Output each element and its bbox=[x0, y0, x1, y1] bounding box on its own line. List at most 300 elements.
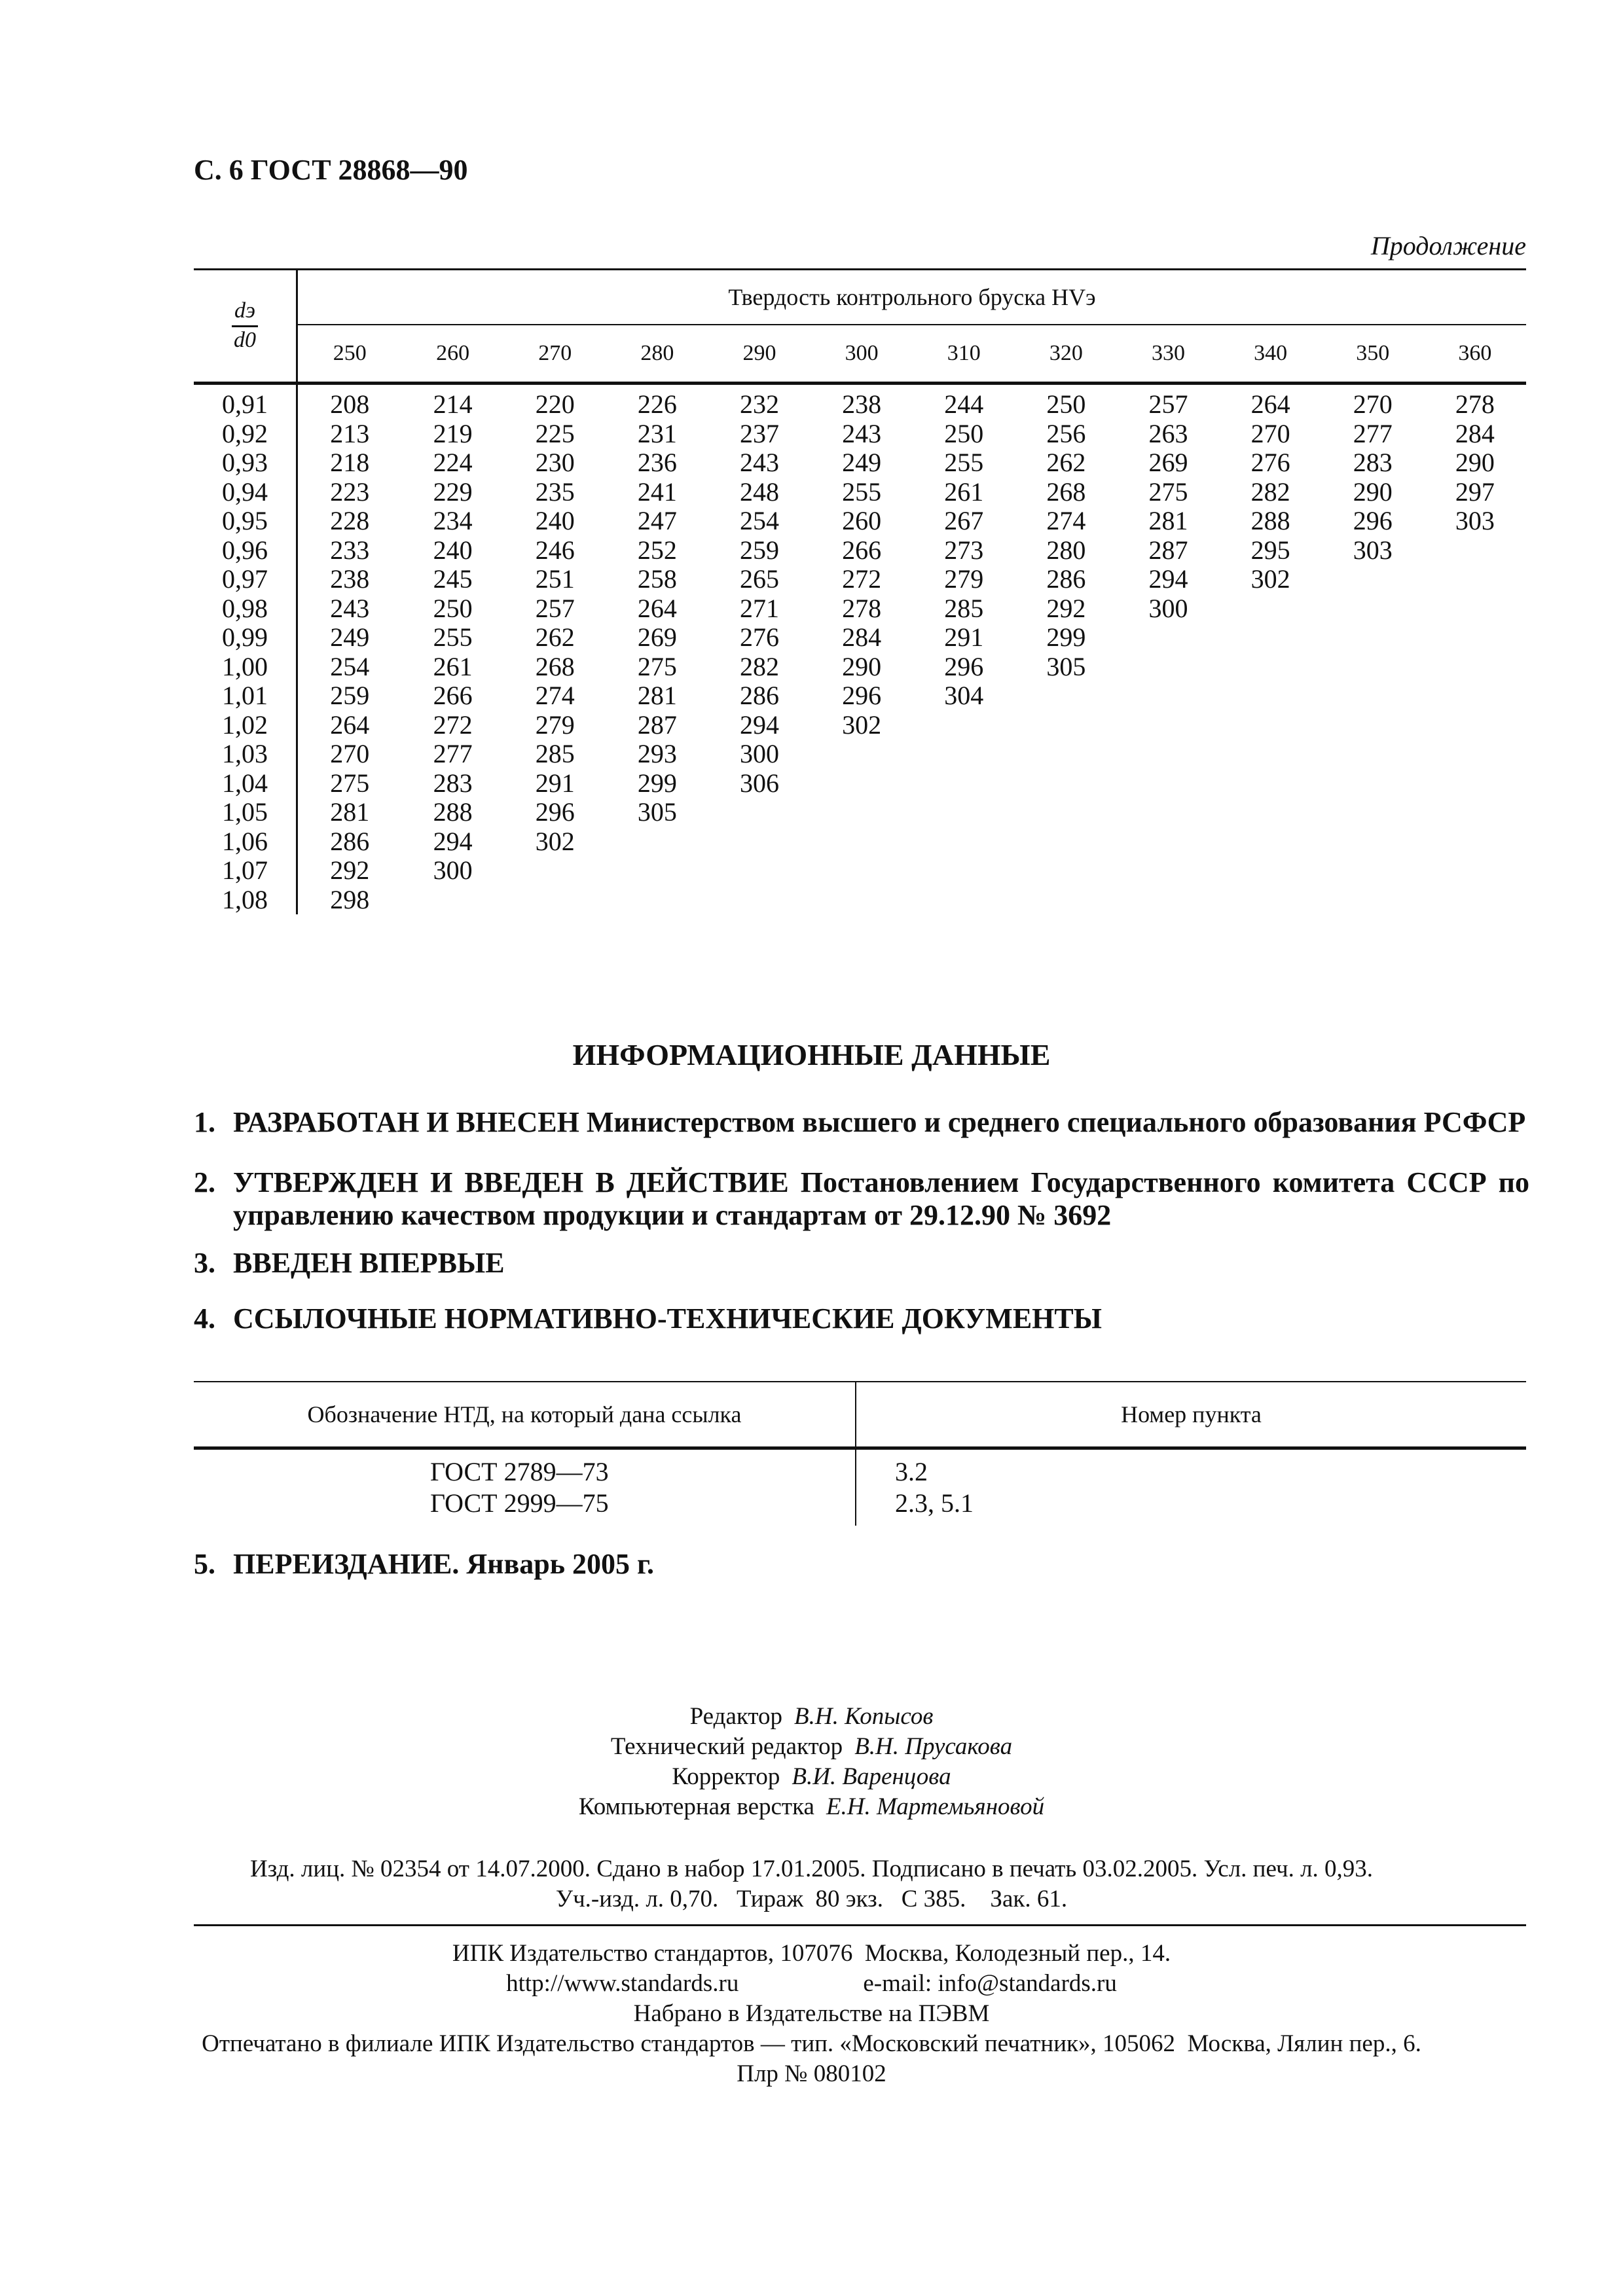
hardness-value: 249 bbox=[330, 622, 370, 652]
publisher-contacts bbox=[0, 1969, 1623, 1999]
hardness-value: 274 bbox=[1046, 506, 1086, 535]
hardness-value: 208 bbox=[330, 389, 370, 419]
hardness-value bbox=[1220, 653, 1322, 682]
info-title: ИНФОРМАЦИОННЫЕ ДАННЫЕ bbox=[572, 1038, 1051, 1071]
ratio-value: 0,95 bbox=[194, 507, 297, 536]
hardness-value bbox=[811, 798, 913, 827]
divider bbox=[194, 1924, 1526, 1926]
credit-line bbox=[0, 1732, 1623, 1762]
hardness-value bbox=[1117, 653, 1219, 682]
info-item-3 bbox=[194, 1247, 1529, 1280]
hardness-value: 214 bbox=[433, 389, 473, 419]
hardness-value bbox=[1322, 827, 1424, 857]
hardness-value bbox=[1322, 740, 1424, 769]
hardness-value: 255 bbox=[944, 448, 984, 477]
publisher-url[interactable]: http://www.standards.ru bbox=[506, 1970, 739, 1997]
hardness-value: 288 bbox=[1250, 506, 1290, 535]
hardness-column-header: 290 bbox=[708, 325, 811, 384]
hardness-value: 298 bbox=[330, 884, 370, 914]
hardness-value: 237 bbox=[739, 418, 779, 448]
hardness-value bbox=[1322, 856, 1424, 886]
hardness-value bbox=[913, 711, 1015, 740]
hardness-column-header: 260 bbox=[402, 325, 504, 384]
hardness-value: 305 bbox=[1046, 651, 1086, 681]
hardness-value: 284 bbox=[842, 622, 882, 652]
hardness-value: 290 bbox=[1455, 448, 1495, 477]
hardness-value: 285 bbox=[535, 739, 575, 768]
info-item-text: ССЫЛОЧНЫЕ НОРМАТИВНО-ТЕХНИЧЕСКИЕ ДОКУМЕНТЫ bbox=[233, 1302, 1102, 1335]
hardness-value: 225 bbox=[535, 418, 575, 448]
hardness-column-header: 330 bbox=[1117, 325, 1219, 384]
hardness-value bbox=[1117, 827, 1219, 857]
ratio-value: 0,93 bbox=[194, 448, 297, 478]
hardness-value: 287 bbox=[1148, 535, 1188, 565]
hardness-value: 281 bbox=[330, 797, 370, 827]
info-item-number: 1. bbox=[194, 1106, 215, 1138]
ratio-header bbox=[194, 270, 297, 384]
reference-point: 2.3, 5.1 bbox=[895, 1488, 974, 1518]
page-header: С. 6 ГОСТ 28868—90 bbox=[194, 154, 468, 186]
hardness-value: 273 bbox=[944, 535, 984, 565]
hardness-column-header: 270 bbox=[504, 325, 606, 384]
credit-name: В.Н. Прусакова bbox=[854, 1733, 1013, 1760]
reference-doc: ГОСТ 2999—75 bbox=[430, 1488, 609, 1518]
publisher-info bbox=[0, 1939, 1623, 2089]
hardness-value bbox=[606, 886, 708, 915]
hardness-value: 300 bbox=[1148, 593, 1188, 623]
hardness-value bbox=[1220, 681, 1322, 711]
hardness-value: 305 bbox=[637, 797, 677, 827]
hardness-value bbox=[606, 827, 708, 857]
hardness-value: 279 bbox=[944, 564, 984, 594]
hardness-value: 295 bbox=[1250, 535, 1290, 565]
hardness-row bbox=[194, 653, 1526, 682]
hardness-value: 263 bbox=[1148, 418, 1188, 448]
hardness-row bbox=[194, 623, 1526, 653]
hardness-value: 280 bbox=[1046, 535, 1086, 565]
hardness-value: 302 bbox=[535, 826, 575, 856]
hardness-value bbox=[1117, 798, 1219, 827]
hardness-value: 264 bbox=[1250, 389, 1290, 419]
ratio-value: 1,06 bbox=[194, 827, 297, 857]
ratio-value: 1,01 bbox=[194, 681, 297, 711]
hardness-value bbox=[708, 856, 811, 886]
hardness-row bbox=[194, 594, 1526, 624]
hardness-value bbox=[913, 740, 1015, 769]
hardness-value: 287 bbox=[637, 709, 677, 740]
hardness-value: 300 bbox=[739, 739, 779, 768]
hardness-value: 291 bbox=[535, 768, 575, 798]
hardness-value: 300 bbox=[433, 855, 473, 885]
hardness-column-header: 250 bbox=[297, 325, 402, 384]
hardness-value: 271 bbox=[739, 593, 779, 623]
hardness-table-body bbox=[194, 384, 1526, 915]
info-item-4 bbox=[194, 1302, 1529, 1335]
hardness-value bbox=[1220, 886, 1322, 915]
hardness-value: 219 bbox=[433, 418, 473, 448]
hardness-value bbox=[1220, 827, 1322, 857]
hardness-value: 259 bbox=[739, 535, 779, 565]
hardness-value bbox=[1015, 769, 1117, 798]
hardness-value: 258 bbox=[637, 564, 677, 594]
credit-role: Технический редактор bbox=[610, 1733, 843, 1760]
info-item-text: ПЕРЕИЗДАНИЕ. Январь 2005 г. bbox=[233, 1548, 655, 1580]
hardness-value bbox=[1322, 798, 1424, 827]
info-item-number: 2. bbox=[194, 1166, 215, 1198]
hardness-value bbox=[811, 856, 913, 886]
hardness-value: 261 bbox=[433, 651, 473, 681]
hardness-value bbox=[1424, 565, 1526, 594]
credit-role: Редактор bbox=[689, 1703, 783, 1730]
hardness-value: 282 bbox=[739, 651, 779, 681]
references-table bbox=[194, 1381, 1526, 1526]
ratio-value: 0,97 bbox=[194, 565, 297, 594]
info-item-text: ВВЕДЕН ВПЕРВЫЕ bbox=[233, 1247, 505, 1279]
hardness-value bbox=[1424, 653, 1526, 682]
hardness-value bbox=[1424, 623, 1526, 653]
hardness-value: 235 bbox=[535, 476, 575, 507]
hardness-value: 238 bbox=[330, 564, 370, 594]
info-item-text: РАЗРАБОТАН И ВНЕСЕН Министерством высшего и среднего специального образования РСФСР bbox=[233, 1106, 1526, 1138]
hardness-value: 281 bbox=[637, 681, 677, 710]
hardness-value: 262 bbox=[535, 622, 575, 652]
hardness-value: 275 bbox=[1148, 476, 1188, 507]
ratio-value: 1,04 bbox=[194, 769, 297, 798]
hardness-value: 241 bbox=[637, 476, 677, 507]
hardness-value: 218 bbox=[330, 448, 370, 477]
hardness-value bbox=[1015, 827, 1117, 857]
references-doc-header: Обозначение НТД, на который дана ссылка bbox=[194, 1382, 856, 1448]
hardness-value bbox=[1220, 711, 1322, 740]
references-point-header: Номер пункта bbox=[856, 1382, 1526, 1448]
credit-line bbox=[0, 1762, 1623, 1792]
ratio-value: 1,07 bbox=[194, 856, 297, 886]
hardness-value bbox=[811, 886, 913, 915]
hardness-value: 266 bbox=[842, 535, 882, 565]
hardness-value bbox=[1424, 769, 1526, 798]
hardness-row bbox=[194, 827, 1526, 857]
hardness-value bbox=[811, 827, 913, 857]
hardness-row bbox=[194, 740, 1526, 769]
hardness-value: 268 bbox=[535, 651, 575, 681]
ratio-value: 1,00 bbox=[194, 653, 297, 682]
hardness-value bbox=[1322, 653, 1424, 682]
info-item-number: 4. bbox=[194, 1302, 215, 1335]
hardness-row bbox=[194, 507, 1526, 536]
credit-name: Е.Н. Мартемьяновой bbox=[826, 1793, 1045, 1820]
hardness-value: 274 bbox=[535, 681, 575, 710]
hardness-value bbox=[1322, 711, 1424, 740]
hardness-value: 254 bbox=[330, 651, 370, 681]
hardness-value: 281 bbox=[1148, 506, 1188, 535]
hardness-row bbox=[194, 420, 1526, 449]
hardness-value: 303 bbox=[1455, 506, 1495, 535]
hardness-value: 269 bbox=[1148, 448, 1188, 477]
hardness-value bbox=[811, 769, 913, 798]
hardness-value: 250 bbox=[944, 418, 984, 448]
hardness-value bbox=[1322, 769, 1424, 798]
ratio-numerator: dэ bbox=[232, 299, 258, 327]
hardness-value: 255 bbox=[433, 622, 473, 652]
hardness-value bbox=[1424, 886, 1526, 915]
hardness-value bbox=[1117, 681, 1219, 711]
hardness-value: 269 bbox=[637, 622, 677, 652]
hardness-value: 229 bbox=[433, 476, 473, 507]
hardness-value: 264 bbox=[330, 709, 370, 740]
continuation-label: Продолжение bbox=[1370, 231, 1526, 260]
ratio-value: 0,98 bbox=[194, 594, 297, 624]
credit-line bbox=[0, 1702, 1623, 1732]
hardness-value bbox=[1117, 856, 1219, 886]
hardness-value: 299 bbox=[637, 768, 677, 798]
ratio-value: 0,99 bbox=[194, 623, 297, 653]
hardness-value bbox=[1220, 798, 1322, 827]
hardness-value: 240 bbox=[433, 535, 473, 565]
hardness-value: 275 bbox=[637, 651, 677, 681]
info-item-text: УТВЕРЖДЕН И ВВЕДЕН В ДЕЙСТВИЕ Постановлением Государственного комитета СССР по управлению качеством продукции и стандартам от 29.12.90 № 3692 bbox=[233, 1166, 1529, 1231]
hardness-value: 246 bbox=[535, 535, 575, 565]
hardness-value: 279 bbox=[535, 709, 575, 740]
references-row bbox=[194, 1448, 1526, 1526]
hardness-value: 231 bbox=[637, 418, 677, 448]
imprint bbox=[0, 1854, 1623, 1914]
info-item-2 bbox=[194, 1166, 1529, 1232]
credit-role: Корректор bbox=[672, 1763, 780, 1790]
hardness-value: 303 bbox=[1353, 535, 1393, 565]
hardness-value: 272 bbox=[433, 709, 473, 740]
hardness-value: 302 bbox=[842, 709, 882, 740]
hardness-value bbox=[913, 769, 1015, 798]
hardness-value: 302 bbox=[1250, 564, 1290, 594]
hardness-value bbox=[1015, 856, 1117, 886]
hardness-column-header: 300 bbox=[811, 325, 913, 384]
hardness-row bbox=[194, 886, 1526, 915]
hardness-value: 286 bbox=[739, 681, 779, 710]
hardness-row bbox=[194, 565, 1526, 594]
hardness-value: 243 bbox=[739, 448, 779, 477]
hardness-value: 261 bbox=[944, 476, 984, 507]
hardness-value: 223 bbox=[330, 476, 370, 507]
hardness-value bbox=[913, 886, 1015, 915]
hardness-value: 255 bbox=[842, 476, 882, 507]
hardness-value: 245 bbox=[433, 564, 473, 594]
hardness-column-header: 280 bbox=[606, 325, 708, 384]
hardness-row bbox=[194, 798, 1526, 827]
hardness-value: 277 bbox=[1353, 418, 1393, 448]
info-item-1 bbox=[194, 1106, 1529, 1139]
ratio-value: 0,91 bbox=[194, 384, 297, 420]
hardness-value: 244 bbox=[944, 389, 984, 419]
hardness-value: 233 bbox=[330, 535, 370, 565]
hardness-value: 256 bbox=[1046, 418, 1086, 448]
hardness-value bbox=[402, 886, 504, 915]
hardness-value: 296 bbox=[535, 797, 575, 827]
hardness-value: 284 bbox=[1455, 418, 1495, 448]
hardness-value: 266 bbox=[433, 681, 473, 710]
hardness-value bbox=[1322, 886, 1424, 915]
hardness-value: 304 bbox=[944, 681, 984, 710]
hardness-value: 254 bbox=[739, 506, 779, 535]
hardness-value: 249 bbox=[842, 448, 882, 477]
hardness-value bbox=[1117, 886, 1219, 915]
hardness-value: 250 bbox=[433, 593, 473, 623]
hardness-value bbox=[1220, 856, 1322, 886]
hardness-value: 247 bbox=[637, 506, 677, 535]
hardness-value: 238 bbox=[842, 389, 882, 419]
hardness-value: 236 bbox=[637, 448, 677, 477]
hardness-value: 248 bbox=[739, 476, 779, 507]
hardness-value: 294 bbox=[433, 826, 473, 856]
hardness-value: 230 bbox=[535, 448, 575, 477]
hardness-value: 290 bbox=[842, 651, 882, 681]
ratio-value: 1,08 bbox=[194, 886, 297, 915]
hardness-value: 282 bbox=[1250, 476, 1290, 507]
hardness-value bbox=[708, 827, 811, 857]
hardness-value: 265 bbox=[739, 564, 779, 594]
hardness-value: 243 bbox=[330, 593, 370, 623]
info-item-5 bbox=[194, 1548, 1529, 1581]
hardness-value: 257 bbox=[1148, 389, 1188, 419]
hardness-value: 294 bbox=[1148, 564, 1188, 594]
hardness-value bbox=[1322, 565, 1424, 594]
reference-point: 3.2 bbox=[895, 1457, 928, 1486]
hardness-row bbox=[194, 536, 1526, 565]
hardness-value bbox=[1117, 740, 1219, 769]
credit-role: Компьютерная верстка bbox=[578, 1793, 814, 1820]
hardness-value bbox=[1322, 681, 1424, 711]
hardness-value: 277 bbox=[433, 739, 473, 768]
publisher-line: Отпечатано в филиале ИПК Издательство стандартов — тип. «Московский печатник», 105062 Москва, Лялин пер., 6. bbox=[202, 2030, 1421, 2057]
hardness-value bbox=[1424, 536, 1526, 565]
hardness-value: 275 bbox=[330, 768, 370, 798]
hardness-value bbox=[1015, 886, 1117, 915]
hardness-value: 257 bbox=[535, 593, 575, 623]
hardness-value: 294 bbox=[739, 709, 779, 740]
hardness-column-header-row bbox=[194, 325, 1526, 384]
hardness-value: 290 bbox=[1353, 476, 1393, 507]
hardness-value bbox=[1117, 711, 1219, 740]
hardness-value: 299 bbox=[1046, 622, 1086, 652]
hardness-value: 224 bbox=[433, 448, 473, 477]
credit-name: В.И. Варенцова bbox=[792, 1763, 951, 1790]
hardness-title: Твердость контрольного бруска HVэ bbox=[297, 270, 1527, 325]
hardness-column-header: 340 bbox=[1220, 325, 1322, 384]
hardness-value bbox=[1117, 769, 1219, 798]
hardness-value: 283 bbox=[1353, 448, 1393, 477]
hardness-value: 296 bbox=[1353, 506, 1393, 535]
hardness-value: 260 bbox=[842, 506, 882, 535]
imprint-line: Уч.-изд. л. 0,70. Тираж 80 экз. С 385. Зак. 61. bbox=[555, 1886, 1068, 1912]
hardness-value: 259 bbox=[330, 681, 370, 710]
ratio-value: 1,02 bbox=[194, 711, 297, 740]
hardness-value bbox=[1220, 594, 1322, 624]
hardness-value: 252 bbox=[637, 535, 677, 565]
hardness-row bbox=[194, 448, 1526, 478]
hardness-value bbox=[1424, 740, 1526, 769]
reference-doc: ГОСТ 2789—73 bbox=[430, 1457, 609, 1486]
hardness-value: 296 bbox=[944, 651, 984, 681]
hardness-value: 276 bbox=[739, 622, 779, 652]
hardness-row bbox=[194, 681, 1526, 711]
ratio-value: 0,94 bbox=[194, 478, 297, 507]
hardness-value bbox=[504, 856, 606, 886]
hardness-value bbox=[913, 856, 1015, 886]
hardness-value: 240 bbox=[535, 506, 575, 535]
hardness-value: 278 bbox=[1455, 389, 1495, 419]
publisher-line: Набрано в Издательстве на ПЭВМ bbox=[633, 2000, 990, 2027]
hardness-value: 262 bbox=[1046, 448, 1086, 477]
publisher-email[interactable]: e-mail: info@standards.ru bbox=[863, 1970, 1117, 1997]
hardness-value: 220 bbox=[535, 389, 575, 419]
ratio-value: 1,05 bbox=[194, 798, 297, 827]
hardness-value bbox=[1015, 711, 1117, 740]
hardness-value bbox=[1322, 623, 1424, 653]
hardness-value: 264 bbox=[637, 593, 677, 623]
ratio-value: 0,92 bbox=[194, 420, 297, 449]
ratio-value: 1,03 bbox=[194, 740, 297, 769]
hardness-value bbox=[811, 740, 913, 769]
hardness-column-header: 320 bbox=[1015, 325, 1117, 384]
imprint-line: Изд. лиц. № 02354 от 14.07.2000. Сдано в набор 17.01.2005. Подписано в печать 03.02.2005. Усл. печ. л. 0,93. bbox=[249, 1856, 1374, 1882]
hardness-row bbox=[194, 711, 1526, 740]
hardness-table bbox=[194, 268, 1526, 914]
hardness-value bbox=[708, 798, 811, 827]
hardness-value: 292 bbox=[1046, 593, 1086, 623]
hardness-value bbox=[504, 886, 606, 915]
hardness-column-header: 350 bbox=[1322, 325, 1424, 384]
hardness-row bbox=[194, 769, 1526, 798]
publisher-line: ИПК Издательство стандартов, 107076 Москва, Колодезный пер., 14. bbox=[452, 1940, 1171, 1967]
hardness-value bbox=[1424, 711, 1526, 740]
hardness-value bbox=[708, 886, 811, 915]
hardness-value bbox=[1424, 827, 1526, 857]
hardness-value: 270 bbox=[1250, 418, 1290, 448]
hardness-value: 296 bbox=[842, 681, 882, 710]
publisher-line: Плр № 080102 bbox=[737, 2060, 886, 2087]
hardness-value bbox=[1424, 681, 1526, 711]
hardness-value bbox=[1015, 798, 1117, 827]
info-item-number: 3. bbox=[194, 1247, 215, 1279]
ratio-denominator: d0 bbox=[234, 327, 256, 352]
hardness-value: 291 bbox=[944, 622, 984, 652]
hardness-value: 226 bbox=[637, 389, 677, 419]
credit-name: В.Н. Копысов bbox=[794, 1703, 934, 1730]
hardness-value bbox=[1220, 769, 1322, 798]
hardness-column-header: 310 bbox=[913, 325, 1015, 384]
hardness-value: 267 bbox=[944, 506, 984, 535]
info-item-number: 5. bbox=[194, 1548, 215, 1580]
hardness-value: 283 bbox=[433, 768, 473, 798]
hardness-value: 234 bbox=[433, 506, 473, 535]
hardness-value: 288 bbox=[433, 797, 473, 827]
hardness-row bbox=[194, 384, 1526, 420]
hardness-row bbox=[194, 478, 1526, 507]
hardness-value: 270 bbox=[330, 739, 370, 768]
hardness-value: 213 bbox=[330, 418, 370, 448]
hardness-value bbox=[1424, 594, 1526, 624]
ratio-value: 0,96 bbox=[194, 536, 297, 565]
hardness-value: 286 bbox=[1046, 564, 1086, 594]
hardness-value bbox=[913, 827, 1015, 857]
hardness-value bbox=[1424, 798, 1526, 827]
hardness-value: 228 bbox=[330, 506, 370, 535]
hardness-value: 285 bbox=[944, 593, 984, 623]
hardness-value: 250 bbox=[1046, 389, 1086, 419]
credits bbox=[0, 1702, 1623, 1822]
hardness-column-header: 360 bbox=[1424, 325, 1526, 384]
hardness-value bbox=[1322, 594, 1424, 624]
hardness-value: 276 bbox=[1250, 448, 1290, 477]
